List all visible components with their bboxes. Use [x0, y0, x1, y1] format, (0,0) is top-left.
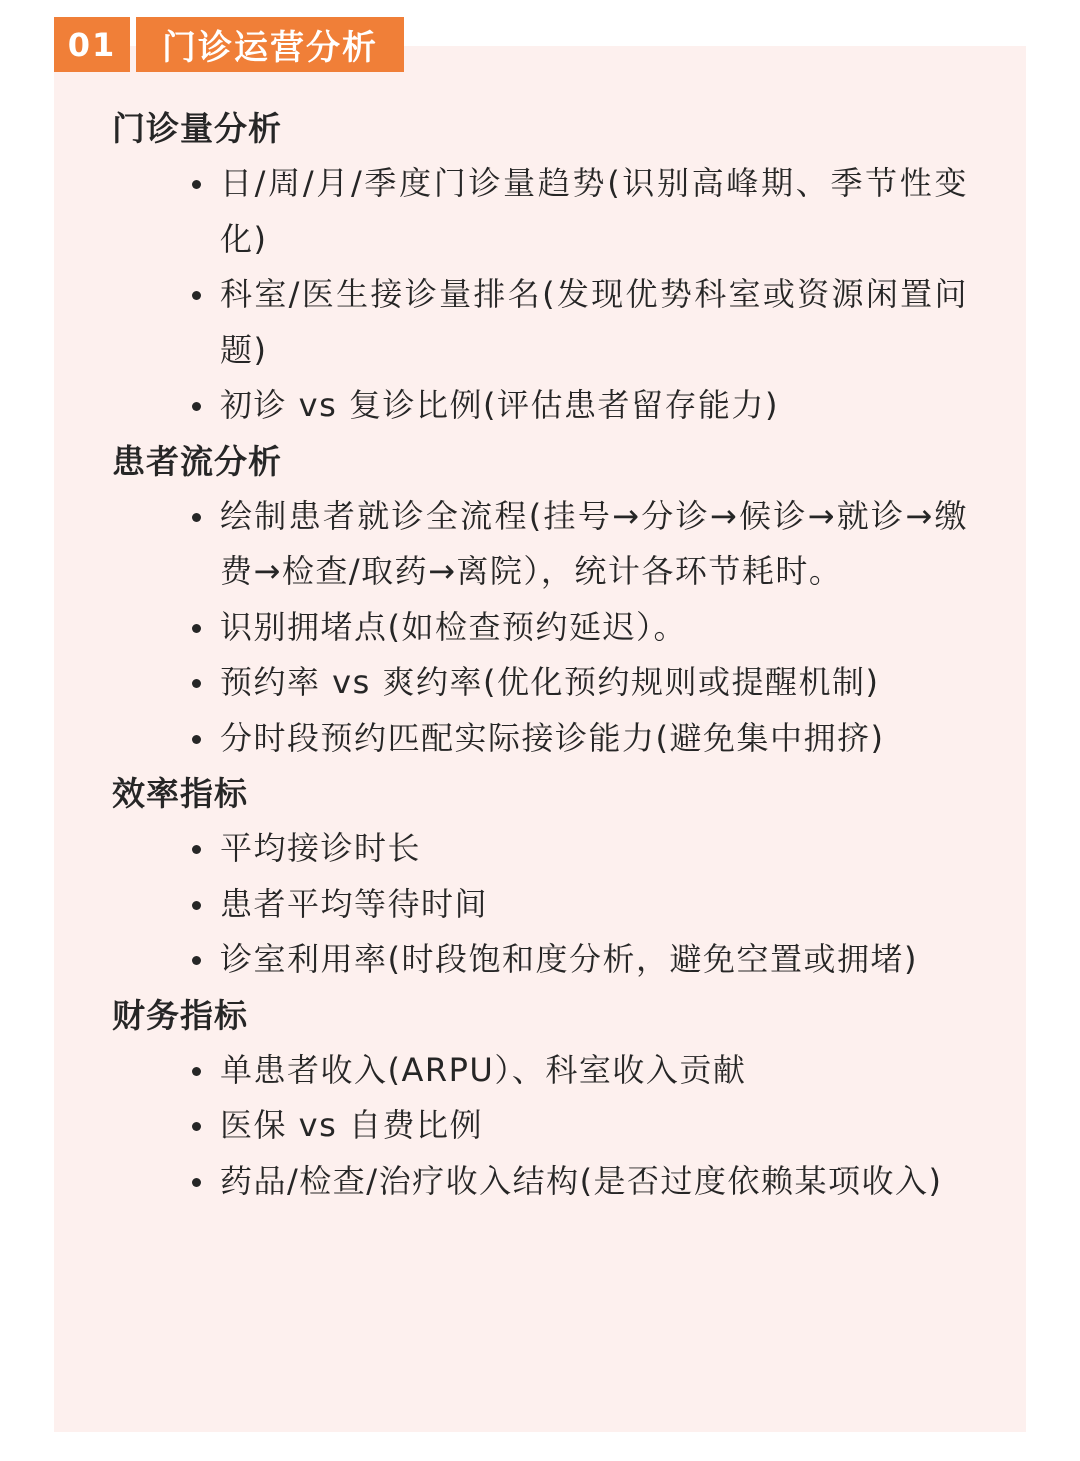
list-item — [112, 600, 972, 656]
section-heading: 财务指标 — [112, 995, 248, 1035]
list-item — [112, 711, 972, 767]
list-item — [112, 1043, 972, 1099]
list-item — [112, 1098, 972, 1154]
list-item — [112, 267, 972, 378]
list-item-text: 初诊 vs 复诊比例(评估患者留存能力) — [220, 386, 779, 424]
section-efficiency-metrics — [112, 766, 972, 988]
list-item-text: 绘制患者就诊全流程(挂号→分诊→候诊→就诊→缴费→检查/取药→离院），统计各环节耗时。 — [220, 496, 968, 590]
bullet-icon — [192, 513, 201, 522]
bullet-icon — [192, 901, 201, 910]
section-number-badge: 01 — [54, 17, 130, 72]
list-item-text: 识别拥堵点(如检查预约延迟）。 — [220, 607, 687, 646]
list-item-text: 药品/检查/治疗收入结构(是否过度依赖某项收入) — [220, 1161, 943, 1200]
bullet-icon — [192, 1178, 201, 1187]
list-item-text: 预约率 vs 爽约率(优化预约规则或提醒机制) — [220, 663, 880, 701]
list-item — [112, 156, 972, 267]
bullet-icon — [192, 291, 201, 300]
section-financial-metrics — [112, 988, 972, 1210]
list-item-text: 患者平均等待时间 — [220, 884, 489, 923]
bullet-icon — [192, 402, 201, 411]
list-item-text: 医保 vs 自费比例 — [220, 1106, 483, 1144]
section-heading: 患者流分析 — [112, 441, 282, 481]
section-heading: 效率指标 — [112, 774, 248, 813]
list-item — [112, 655, 972, 711]
section-title-badge: 门诊运营分析 — [136, 17, 404, 72]
section-patient-flow — [112, 434, 972, 767]
bullet-list — [112, 156, 972, 434]
list-item-text: 科室/医生接诊量排名(发现优势科室或资源闲置问题) — [220, 275, 968, 369]
bullet-icon — [192, 1067, 201, 1076]
list-item-text: 单患者收入(ARPU）、科室收入贡献 — [220, 1050, 747, 1089]
bullet-list — [112, 821, 972, 988]
bullet-icon — [192, 1122, 201, 1131]
list-item-text: 日/周/月/季度门诊量趋势(识别高峰期、季节性变化) — [220, 164, 968, 258]
list-item — [112, 1154, 972, 1210]
bullet-icon — [192, 845, 201, 854]
bullet-list — [112, 1043, 972, 1210]
bullet-list — [112, 489, 972, 767]
content-body — [112, 101, 972, 1209]
bullet-icon — [192, 624, 201, 633]
list-item — [112, 378, 972, 434]
list-item — [112, 821, 972, 877]
list-item-text: 分时段预约匹配实际接诊能力(避免集中拥挤) — [220, 718, 885, 757]
bullet-icon — [192, 956, 201, 965]
bullet-icon — [192, 735, 201, 744]
list-item-text: 平均接诊时长 — [220, 829, 422, 867]
list-item — [112, 877, 972, 933]
section-outpatient-volume — [112, 101, 972, 434]
section-heading: 门诊量分析 — [112, 109, 282, 148]
list-item — [112, 932, 972, 988]
list-item — [112, 489, 972, 600]
bullet-icon — [192, 180, 201, 189]
list-item-text: 诊室利用率(时段饱和度分析，避免空置或拥堵) — [220, 940, 918, 978]
bullet-icon — [192, 679, 201, 688]
